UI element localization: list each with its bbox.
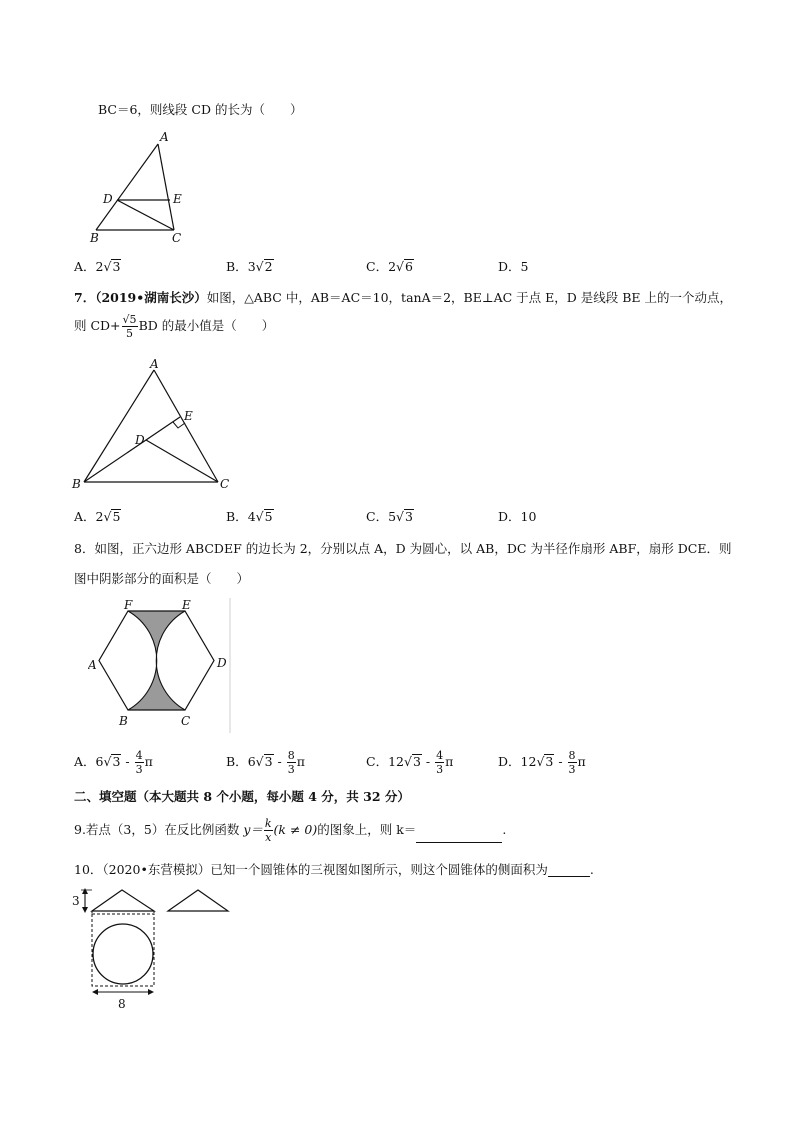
q6-label-a: A: [160, 130, 169, 144]
q10-stem: 10．（2020•东营模拟）已知一个圆锥体的三视图如图所示，则这个圆锥体的侧面积为 .: [74, 862, 594, 877]
q8-label-d: D: [217, 656, 227, 670]
q8-option-c: C．12√3 - $\frac{4}{3}$ π: [366, 749, 454, 776]
q8-label-f: F: [124, 598, 133, 612]
q8-option-b: B．6√3 - $\frac{8}{3}$ π: [226, 749, 305, 776]
q9-answer-blank[interactable]: [416, 842, 502, 843]
q8-option-d: D．12√3 - $\frac{8}{3}$ π: [498, 749, 586, 776]
q9-stem: 9.若点（3，5）在反比例函数 y＝ $\frac{k}{x}$ (k ≠ 0)的图象上，则 k＝ .: [74, 817, 507, 844]
q6-triangle-figure: [80, 130, 200, 248]
q7-label-e: E: [184, 409, 193, 423]
q8-stem-line1: 8．如图，正六边形 ABCDEF 的边长为 2，分别以点 A，D 为圆心，以 AB，DC 为半径作扇形 ABF，扇形 DCE．则: [74, 541, 732, 556]
q8-label-b: B: [119, 714, 128, 728]
q7-option-a: A．2√5: [74, 509, 121, 524]
q7-option-b: B．4√5: [226, 509, 273, 524]
q6-option-c: C．2√6: [366, 259, 413, 274]
q8-option-a: A．6√3 - $\frac{4}{3}$ π: [74, 749, 153, 776]
section2-heading: 二、填空题（本大题共 8 个小题，每小题 4 分，共 32 分）: [74, 789, 410, 804]
q10-three-view-figure: [66, 884, 236, 1014]
q8-hexagon-figure: [88, 598, 238, 733]
q7-label-c: C: [220, 477, 230, 491]
q6-label-c: C: [172, 231, 182, 245]
q6-label-b: B: [90, 231, 99, 245]
q8-label-c: C: [181, 714, 191, 728]
q10-dim-width: 8: [118, 997, 126, 1011]
q6-option-b: B．3√2: [226, 259, 273, 274]
q6-stem-tail: BC＝6，则线段 CD 的长为（ ）: [98, 102, 303, 117]
q6-label-d: D: [103, 192, 113, 206]
q6-option-d: D．5: [498, 259, 529, 274]
q7-stem-line1: 7．（2019•湖南长沙）如图，△ABC 中，AB＝AC＝10，tanA＝2，BE⊥AC 于点 E，D 是线段 BE 上的一个动点，: [74, 290, 733, 305]
q7-label-d: D: [135, 433, 145, 447]
q7-triangle-figure: [66, 356, 246, 496]
q7-label-b: B: [72, 477, 81, 491]
q8-label-e: E: [182, 598, 191, 612]
q6-label-e: E: [173, 192, 182, 206]
q7-option-c: C．5√3: [366, 509, 413, 524]
q7-label-a: A: [150, 357, 159, 371]
q10-dim-height: 3: [72, 894, 80, 908]
q10-answer-blank[interactable]: [548, 876, 590, 877]
q7-stem-line2: 则 CD+ $\frac{√5}{5}$ BD 的最小值是（ ）: [74, 313, 275, 340]
q7-option-d: D．10: [498, 509, 537, 524]
q8-label-a: A: [88, 658, 97, 672]
q6-option-a: A．2√3: [74, 259, 121, 274]
q8-stem-line2: 图中阴影部分的面积是（ ）: [74, 571, 250, 586]
